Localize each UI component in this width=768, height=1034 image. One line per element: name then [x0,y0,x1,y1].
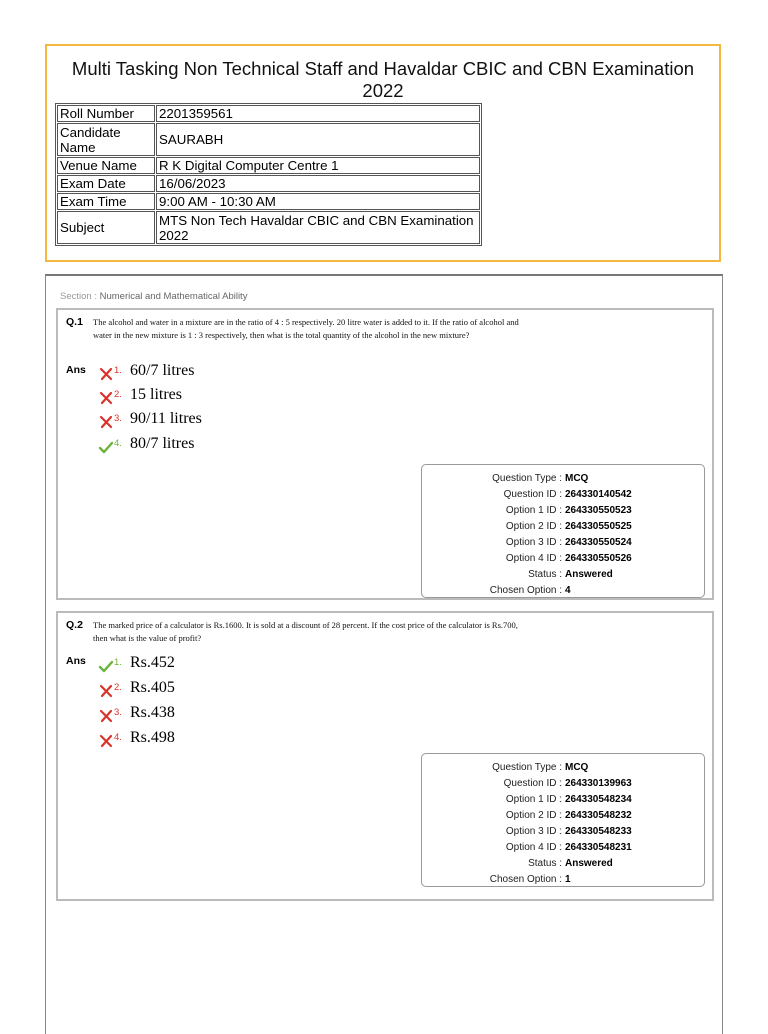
info-row [422,553,706,569]
option-number: 4. [114,438,122,449]
info-value: MCQ [565,762,589,773]
detail-key: Venue Name [57,157,155,174]
cross-icon [98,389,114,407]
exam-title: Multi Tasking Non Technical Staff and Havaldar CBIC and CBN Examination 2022 [71,58,695,101]
detail-value: SAURABH [156,123,480,156]
info-value: 264330550523 [565,505,632,516]
detail-value: 16/06/2023 [156,175,480,192]
info-value: 264330140542 [565,489,632,500]
option-number: 4. [114,732,122,743]
info-value: 264330550526 [565,553,632,564]
detail-key: Exam Time [57,193,155,210]
question-info-box [421,753,705,887]
question-number: Q.2 [66,619,83,631]
cross-icon [98,732,114,750]
candidate-details-table [55,103,482,246]
info-row [422,778,706,794]
info-row [422,489,706,505]
check-icon [98,438,114,456]
cross-icon [98,365,114,383]
table-row [57,157,480,174]
info-row [422,569,706,585]
table-row [57,105,480,122]
option-number: 2. [114,682,122,693]
info-value: Answered [565,569,613,580]
question-info-box [421,464,705,598]
info-label: Question ID : [503,778,562,789]
answer-label: Ans [66,655,86,667]
question-text: The marked price of a calculator is Rs.1600. It is sold at a discount of 28 percent. If the cost price of the calculator is Rs.700, then what is the value of profit? [93,620,518,643]
option-text: 15 litres [130,386,182,403]
info-row [422,762,706,778]
option-number: 3. [114,413,122,424]
response-sheet [45,274,723,1034]
question-number: Q.1 [66,316,83,328]
detail-key: Subject [57,211,155,244]
section-heading [60,291,247,302]
info-label: Option 4 ID : [505,842,562,853]
option-number: 1. [114,365,122,376]
info-value: 264330550524 [565,537,632,548]
table-row [57,175,480,192]
candidate-header-card [45,44,721,262]
info-label: Option 4 ID : [505,553,562,564]
info-label: Question Type : [492,762,562,773]
info-label: Question ID : [503,489,562,500]
table-row [57,193,480,210]
section-prefix: Section : [60,291,100,302]
info-label: Chosen Option : [489,874,562,885]
info-row [422,473,706,489]
info-value: 264330548234 [565,794,632,805]
info-value: 264330550525 [565,521,632,532]
info-value: 264330548231 [565,842,632,853]
info-value: 264330139963 [565,778,632,789]
info-label: Option 3 ID : [505,826,562,837]
info-row [422,842,706,858]
detail-key: Exam Date [57,175,155,192]
info-row [422,858,706,874]
option-number: 2. [114,389,122,400]
info-label: Option 2 ID : [505,810,562,821]
info-row [422,826,706,842]
info-value: Answered [565,858,613,869]
option-number: 1. [114,657,122,668]
info-label: Option 1 ID : [505,794,562,805]
info-row [422,794,706,810]
answer-label: Ans [66,364,86,376]
option-text: 80/7 litres [130,435,195,452]
cross-icon [98,682,114,700]
detail-value: MTS Non Tech Havaldar CBIC and CBN Examination 2022 [156,211,480,244]
info-label: Option 2 ID : [505,521,562,532]
option-text: Rs.498 [130,729,175,746]
detail-value: R K Digital Computer Centre 1 [156,157,480,174]
question-block [56,308,714,600]
info-value: 264330548233 [565,826,632,837]
option-number: 3. [114,707,122,718]
info-value: 1 [565,874,571,885]
detail-value: 2201359561 [156,105,480,122]
info-row [422,521,706,537]
detail-key: Candidate Name [57,123,155,156]
info-label: Option 3 ID : [505,537,562,548]
cross-icon [98,413,114,431]
option-text: 60/7 litres [130,362,195,379]
check-icon [98,657,114,675]
info-row [422,874,706,890]
info-label: Status : [528,858,562,869]
info-row [422,810,706,826]
table-row [57,123,480,156]
info-label: Option 1 ID : [505,505,562,516]
option-text: Rs.405 [130,679,175,696]
option-text: Rs.452 [130,654,175,671]
detail-key: Roll Number [57,105,155,122]
info-value: 264330548232 [565,810,632,821]
detail-value: 9:00 AM - 10:30 AM [156,193,480,210]
table-row [57,211,480,244]
info-value: 4 [565,585,571,596]
option-text: 90/11 litres [130,410,202,427]
info-label: Chosen Option : [489,585,562,596]
section-name: Numerical and Mathematical Ability [99,291,248,302]
cross-icon [98,707,114,725]
info-row [422,585,706,601]
question-text: The alcohol and water in a mixture are in the ratio of 4 : 5 respectively. 20 litre water is added to it. If the ratio of alcohol and water in the new mixture is 1 : 3 respectively, then what is the total quantity of the alcohol in the new mixture? [93,317,519,340]
info-row [422,537,706,553]
info-value: MCQ [565,473,589,484]
option-text: Rs.438 [130,704,175,721]
info-row [422,505,706,521]
info-label: Status : [528,569,562,580]
question-block [56,611,714,901]
info-label: Question Type : [492,473,562,484]
